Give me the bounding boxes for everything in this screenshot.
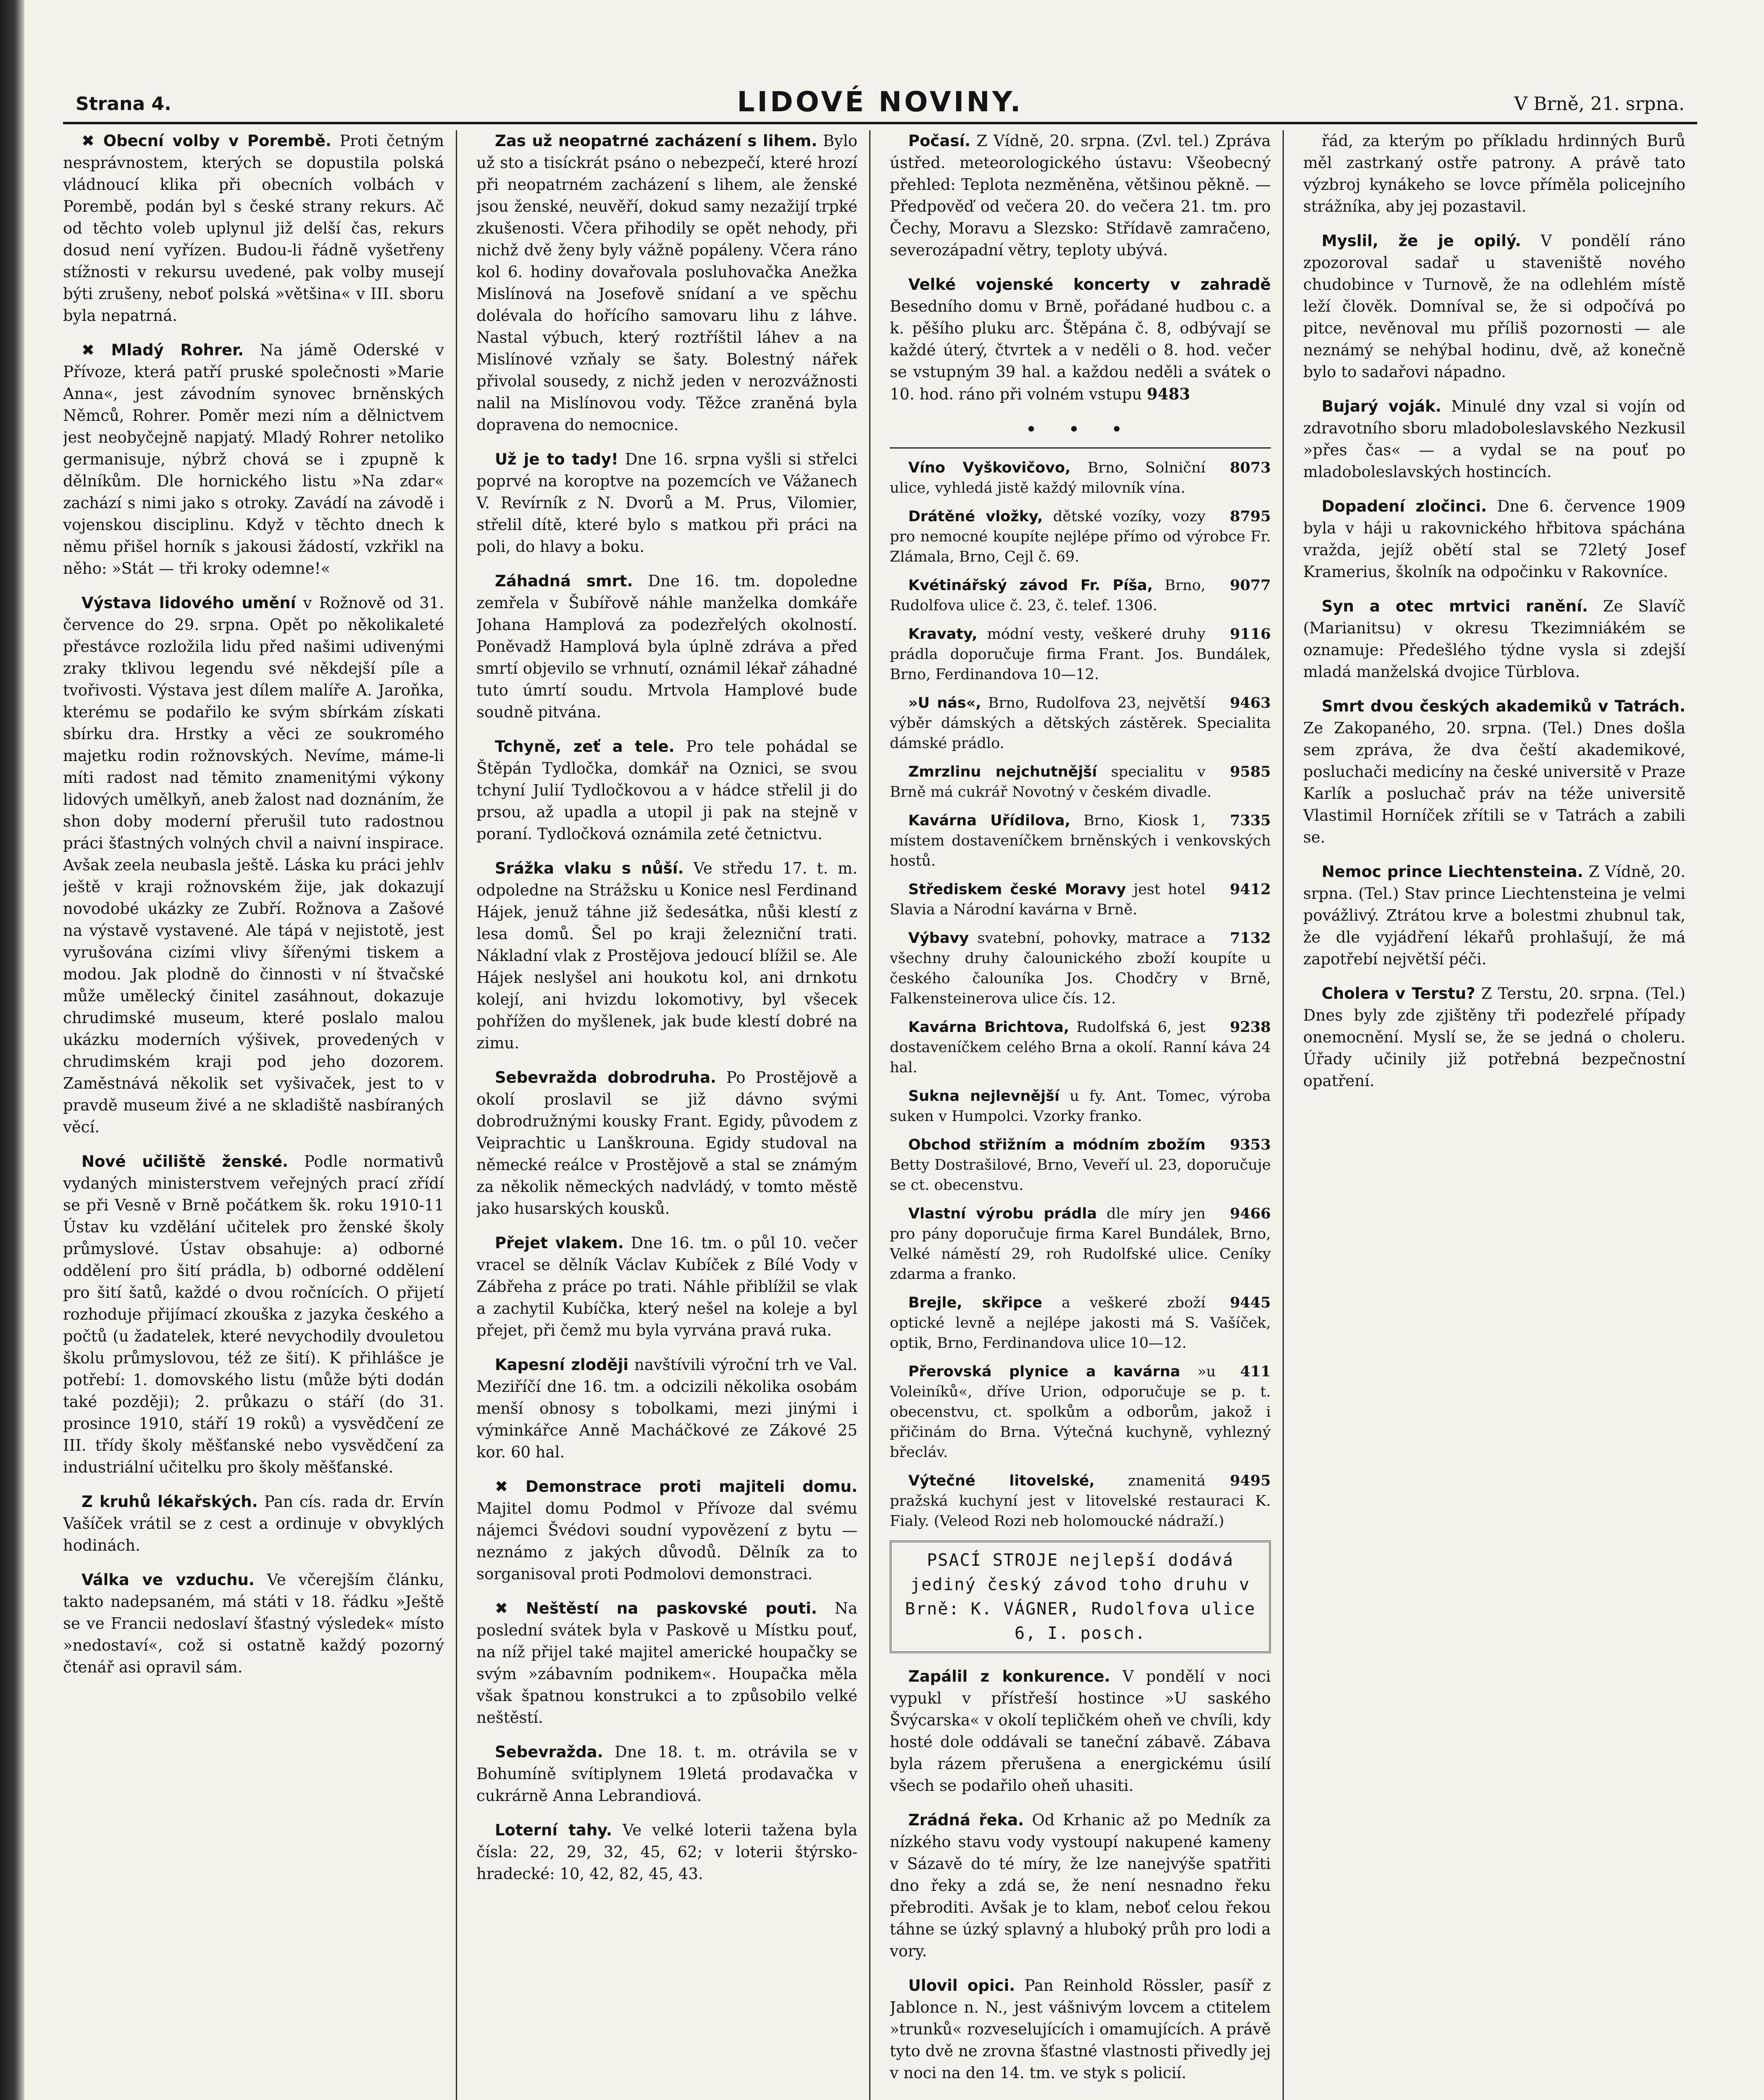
article-headline: Dopadení zločinci. (1322, 497, 1487, 515)
advert-headline: Přerovská plynice a kavárna (908, 1363, 1180, 1380)
article (890, 274, 1271, 405)
newspaper-masthead: LIDOVÉ NOVINY. (737, 86, 1023, 118)
advert (890, 1293, 1271, 1353)
article (476, 1598, 857, 1729)
advert-headline: Kavárna Uřídilova, (908, 812, 1070, 829)
advert-number: 8073 (1230, 459, 1271, 476)
advert-number: 9466 (1230, 1205, 1271, 1222)
advert (890, 575, 1271, 616)
article-headline: Loterní tahy. (495, 1821, 612, 1839)
article (1303, 983, 1685, 1092)
article-body: Minulé dny vzal si vojín od zdravotního sboru mladoboleslavského Nezkusil »přes čas« — a vydal se na pouť po mladoboleslavských hostincích. (1303, 397, 1686, 481)
article (476, 858, 857, 1054)
advert-number: 411 (1240, 1363, 1271, 1380)
article-headline: Z kruhů lékařských. (81, 1493, 258, 1511)
advert (890, 458, 1271, 498)
article (1303, 596, 1685, 683)
advert (890, 811, 1271, 871)
article-body: řád, za kterým po příkladu hrdinných Burů měl zastrkaný ostře patrony. A právě tato výzbroj kynákeho se lovce příměla policejního strážníka, aby jej pozastavil. (1303, 132, 1685, 215)
advert-number: 9077 (1230, 577, 1271, 594)
article-headline: Smrt dvou českých akademiků v Tatrách. (1322, 697, 1685, 715)
advert-headline: Brejle, skřipce (908, 1294, 1042, 1311)
advert-headline: Sukna nejlevnější (908, 1088, 1059, 1105)
section-rule (890, 447, 1271, 449)
advert-number: 9483 (1146, 385, 1190, 403)
advert-headline: Drátěné vložky, (908, 508, 1043, 525)
article-body: v Rožnově od 31. července do 29. srpna. Opět po několikaleté přestávce rozložila lidu před našimi udivenými zraky tklivou legendu své někdejší píle a tvořivosti. Výstava jest dílem malíře A. Jaroňka, kterému se podařilo ke svým sbírkám získati sbírku dra. Hrstky a věci ze soukromého majetku rodin rožnovských. Nevíme, máme-li míti radost nad těmito znamenitými výkony lidových umělkyň, aneb žalost nad doznáním, že shon doby moderní přerušil tuto radostnou práci šťastných volných chvil a naivní inspirace. Avšak zeela neubasla ještě. Láska ku práci jehlv ještě v kraji rožnovském žije, jak dokazují novodobé ukázky ze Zubří. Rožnova a Zašové na výstavě vystavené. Ale tápá v nejistotě, jest vyrušována cizími vlivy šířenými tiskem a modou. Jak plodně do činnosti v ní štvačské může umělecký činitel zasáhnout, dokazuje chrudimské museum, které poslalo malou ukázku moderních výšivek, provedených v chrudimském kraji pod jeho dozorem. Zaměstnává několik set vyšivaček, jest to v pravdě museum živé a ne skladiště nasbíraných věcí. (63, 594, 444, 1136)
article-headline: Už je to tady! (495, 450, 618, 468)
article-headline: Srážka vlaku s nůší. (495, 859, 684, 877)
advert-number: 9412 (1230, 881, 1271, 898)
article-body: Dne 6. července 1909 byla v háji u rakovnického hřbitova spáchána vražda, jejíž obětí stal se 72letý Josef Kramerius, školník na odpočinku v Rakovníce. (1303, 497, 1685, 581)
advert (890, 879, 1271, 920)
article-headline: ✖ Obecní volby v Porembě. (81, 132, 331, 150)
article (1303, 496, 1685, 583)
advert (890, 1086, 1271, 1126)
page-header (63, 84, 1697, 124)
article-body: Proti četným nesprávnostem, kterých se dopustila polská vládnoucí klika při obecních volbách v Porembě, podán byl s české strany rekurs. Ač od těchto voleb uplynul již delší čas, rekurs dosud není vyřízen. Budou-li řádně vyšetřeny stížnosti v rekursu uvedené, pak volby musejí býti zrušeny, neboť polská »většina« v III. sboru byla nepatrná. (63, 132, 444, 325)
article-body: Pro tele pohádal se Štěpán Tydločka, domkář na Oznici, se svou tchyní Julií Tydločkovou a v hádce střelil ji do prsou, až upadla a utopil ji pak na stejně v poraní. Tydločková oznámila zeté četnictvu. (476, 738, 858, 843)
article-body: Dne 16. tm. o půl 10. večer vracel se dělník Václav Kubíček z Bílé Vody v Zábřeha z práce po trati. Náhle přiblížil se vlak a zachytil Kubíčka, který nešel na koleje a byl přejet, při čemž mu byla vyrvána pravá ruka. (476, 1234, 857, 1339)
advert-number: 8795 (1230, 508, 1271, 525)
article-headline: Počasí. (908, 132, 971, 150)
advert-body: jest hotel Slavia a Národní kavárna v Brně. (890, 881, 1206, 918)
advert-headline: Výtečné litovelské, (908, 1473, 1095, 1489)
article-headline: Syn a otec mrtvici ranění. (1322, 597, 1588, 615)
article-headline: Velké vojenské koncerty v zahradě (908, 276, 1271, 294)
article (476, 736, 857, 845)
article-body: Z Vídně, 20. srpna. (Tel.) Stav prince Liechtensteina je velmi povážlivý. Ztrátou krve a bolestmi zhubnul tak, že dle vyjádření lékařů prohlašují, že má zapotřebí největší péči. (1303, 863, 1685, 968)
article-body: Ze Zakopaného, 20. srpna. (Tel.) Dnes došla sem zpráva, že dva čeští akademikové, posluchači medicíny na české universitě v Praze Karlík a posluchač práv na téže universitě Vlastimil Horníček zřítili se v Tatrách a zabili se. (1303, 719, 1685, 846)
article (1303, 861, 1685, 970)
article (890, 130, 1271, 261)
advert-number: 7335 (1230, 812, 1271, 829)
article (1303, 130, 1685, 218)
article (63, 1491, 444, 1557)
advert (890, 1204, 1271, 1284)
article-body: Majitel domu Podmol v Přívoze dal svému nájemci Švédovi soudní vypovězení z bytu — neznámo z jakých důvodů. Dělník za to sorganisoval proti Podmolovi demonstraci. (476, 1499, 857, 1583)
article-body: Na jámě Oderské v Přívoze, která patří pruské společnosti »Marie Anna«, jest závodním synovec brněnských Němců, Rohrer. Poměr mezi ním a dělnictvem jest neobyčejně napjatý. Mladý Rohrer netoliko germanisuje, nýbrž chová se i zpupně k dělníkům. Dle hornického listu »Na zdar« zachází s nimi jako s otroky. Zavádí na závodě i vojenskou disciplinu. Když v těchto dnech k němu přišel horník s jakousi žádostí, vzkřikl na něho: »Stát — tři kroky odemne!« (63, 341, 444, 578)
advert-body: Brno, Rudolfova ulice č. 23, č. telef. 1306. (890, 577, 1206, 614)
newspaper-page (63, 0, 1697, 2100)
advert-body: u fy. Ant. Tomec, výroba suken v Humpolci. Vzorky franko. (890, 1088, 1271, 1125)
advert-headline: Kvétinářský závod Fr. Píša, (908, 577, 1153, 594)
column-1 (63, 130, 457, 2100)
article-body: Ve velké loterii tažena byla čísla: 22, 29, 32, 45, 62; v loterii štýrsko-hradecké: 10, 42, 82, 45, 43. (476, 1821, 857, 1883)
article-body: navštívili výroční trh ve Val. Meziříčí dne 16. tm. a odcizili několika osobám menší obnosy s tobolkami, mezi jinými i výminkářce Anně Macháčkové ze Zákové 25 kor. 60 hal. (476, 1356, 858, 1461)
advert (890, 1362, 1271, 1462)
article-headline: Nemoc prince Liechtensteina. (1322, 863, 1583, 881)
advert-headline: Vlastní výrobu prádla (908, 1205, 1097, 1222)
article (476, 1741, 857, 1807)
advert-headline: Obchod střižním a módním zbožím (908, 1137, 1206, 1153)
advert-number: 9495 (1230, 1472, 1271, 1489)
page-binding-spine (0, 0, 24, 2100)
column-3 (890, 130, 1284, 2100)
article (63, 1151, 444, 1478)
article-body: Pan cís. rada dr. Ervín Vašíček vrátil se z cest a ordinuje v obvyklých hodinách. (63, 1493, 444, 1554)
advert (890, 762, 1271, 802)
article-headline: Kapesní zloději (495, 1356, 628, 1374)
article (890, 1809, 1271, 1962)
article-headline: Bujarý voják. (1322, 397, 1441, 415)
article-body: Od Krhanic až po Medník za nízkého stavu vody vystoupí nakupené kameny v Sázavě do té míry, že lze nanejvýše spatřiti dno řeky a zdá se, že není nesnadno řeku přebroditi. Avšak je to klam, neboť celou řekou táhne se úzký splavný a hluboký průh pro lodi a vory. (890, 1811, 1271, 1960)
article (63, 130, 444, 327)
article-headline: Cholera v Terstu? (1322, 984, 1475, 1003)
advert-headline: Víno Vyškovičovo, (908, 459, 1071, 476)
article (63, 592, 444, 1138)
article-headline: ✖ Neštěstí na paskovské pouti. (495, 1599, 817, 1617)
advert-number: 9445 (1230, 1294, 1271, 1311)
advert-headline: Střediskem české Moravy (908, 881, 1126, 898)
advert-body: dětské vozíky, vozy pro nemocné koupíte nejlépe přímo od výrobce Fr. Zlámala, Brno, Cejl č. 69. (890, 508, 1271, 565)
advert (890, 1135, 1271, 1195)
article-headline: Přejet vlakem. (495, 1234, 624, 1252)
advert-body: dle míry jen pro pány doporučuje firma Karel Bundálek, Brno, Velké náměstí 29, roh Rudolfské ulice. Ceníky zdarma a franko. (890, 1205, 1271, 1283)
article (476, 1476, 857, 1585)
advert-body: a veškeré zboží optické levně a nejlépe jakosti má S. Vašíček, optik, Brno, Ferdinandova ulice 10—12. (890, 1294, 1271, 1352)
article (63, 339, 444, 580)
advert-body: »u Voleiníků«, dříve Urion, odporučuje se p. t. obecenstvu, ct. spolkům a odborům, jakož i přičinám do Brna. Výtečná kuchyně, vyhlezný břecláv. (890, 1363, 1271, 1461)
article-headline: Tchyně, zeť a tele. (495, 738, 675, 756)
advert-headline: »U nás«, (908, 695, 981, 711)
advert-body: Brno, Solniční ulice, vyhledá jistě každý milovník vína. (890, 459, 1206, 496)
advert-headline: Výbavy (908, 930, 969, 947)
advert-body: svatební, pohovky, matrace a všechny druhy čalounického zboží koupíte u českého čalouníka Jos. Chodčry v Brně, Falkensteinerova ulice čís. 12. (890, 930, 1271, 1007)
advert (890, 1017, 1271, 1078)
advert-body: znamenitá pražská kuchyní jest v litovelské restauraci K. Fialy. (Veleod Rozi neb holomoucké nádraží.) (890, 1473, 1271, 1530)
article-body: Dne 16. tm. dopoledne zemřela v Šubířově náhle manželka domkáře Johana Hamplová za podezřelých okolností. Poněvadž Hamplová byla úplně zdráva a před smrtí objevilo se vrhnutí, oznámil lékař záhadné tuto úmrtí soudu. Mrtvola Hamplové bude soudně pitvána. (476, 572, 858, 721)
typewriter-advert-box: PSACÍ STROJE nejlepší dodává jediný český závod toho druhu v Brně: K. VÁGNER, Rudolfova ulice 6, I. posch. (890, 1541, 1271, 1653)
article-headline: Výstava lidového umění (81, 594, 296, 612)
article-body: Ve včerejším článku, takto nadepsaném, má státi v 18. řádku »Ještě se ve Francii nedoslaví šťastný výsledek« místo »nedostaví«, což si ostatně každý pozorný čtenář asi opravil sám. (63, 1571, 444, 1676)
article-headline: Zrádná řeka. (908, 1811, 1024, 1829)
advert (890, 928, 1271, 1009)
advert-body: módní vesty, veškeré druhy prádla doporučuje firma Frant. Jos. Bundálek, Brno, Ferdinandova 10—12. (890, 626, 1271, 683)
advert-number: 9463 (1230, 694, 1271, 711)
article-headline: ✖ Mladý Rohrer. (81, 341, 244, 359)
article (63, 1569, 444, 1678)
article-headline: Sebevražda dobrodruha. (495, 1068, 716, 1087)
issue-date: V Brně, 21. srpna. (1514, 93, 1685, 115)
advert (890, 1471, 1271, 1531)
article-headline: ✖ Demonstrace proti majiteli domu. (495, 1478, 857, 1496)
article-headline: Válka ve vzduchu. (81, 1571, 255, 1589)
advert-number: 7132 (1230, 929, 1271, 947)
article (1303, 230, 1685, 383)
advert-body: Brno, Kiosk 1, místem dostaveníčkem brněnských i venkovských hostů. (890, 812, 1271, 869)
article-body: Ve středu 17. t. m. odpoledne na Strážsku u Konice nesl Ferdinand Hájek, jenuž táhne již šedesátka, nůši klestí z lesa domů. Šel po kraji železniční trati. Nákladní vlak z Prostějova jedoucí blížil se. Ale Hájek neslyšel ani houkotu kol, ani drnkotu kolejí, ani hvizdu lokomotivy, byl všecek pohřížen do myšlenek, jak bude klestí dobré na zimu. (476, 859, 857, 1052)
advert-body: Rudolfská 6, jest dostaveníčkem celého Brna a okolí. Ranní káva 24 hal. (890, 1019, 1271, 1076)
article-body: Na poslední svátek byla v Paskově u Místku pouť, na níž přijel také majitel americké houpačky se svým »zábavním podnikem«. Houpačka měla však špatnou konstrukci a to způsobilo velké neštěstí. (476, 1599, 857, 1727)
article-body: V pondělí ráno zpozoroval sadař u staveniště nového chudobince v Turnově, že na odlehlém místě leží člověk. Domníval se, že si odpočívá po pitce, nevěnoval mu příliš pozornosti — ale neznámý se nehýbal hodinu, dvě, až konečně bylo to sadařovi nápadno. (1303, 232, 1685, 381)
article (476, 1067, 857, 1220)
article (476, 130, 857, 436)
advert (890, 507, 1271, 567)
advert-number: 9116 (1230, 625, 1271, 643)
advert-number: 9238 (1230, 1018, 1271, 1036)
article (1303, 696, 1685, 848)
article (890, 1666, 1271, 1797)
article (1303, 396, 1685, 483)
advert-number: 9353 (1230, 1136, 1271, 1153)
advert-headline: Kravaty, (908, 626, 978, 643)
page-number: Strana 4. (76, 93, 171, 115)
advert-number: 9585 (1230, 763, 1271, 780)
advert-headline: Kavárna Brichtova, (908, 1019, 1070, 1036)
text-columns (63, 130, 1697, 2100)
article-headline: Záhadná smrt. (495, 572, 633, 590)
advert (890, 624, 1271, 685)
article-headline: Nové učiliště ženské. (81, 1152, 289, 1171)
article-body: Bylo už sto a tisíckrát psáno o nebezpečí, které hrozí při neopatrném zacházení s lihem, ale ženské jsou ženské, neuvěří, dokud samy nezažijí trpké zkušenosti. Včera přihodily se opět nehody, při nichž dvě ženy byly vážně popáleny. Včera ráno kol 6. hodiny dovařovala posluhovačka Anežka Mislínová na Josefově snídaní a ve spěchu dolévala do hořícího samovaru lihu z láhve. Nastal výbuch, který roztříštil láhev a na Mislínové vzňaly se šaty. Bolestný nářek přivolal sousedy, z nichž jeden v nerozvážnosti nalil na Mislínovou vody. Těžce zraněná byla dopravena do nemocnice. (476, 132, 857, 434)
section-divider-dots: • • • (1025, 418, 1135, 441)
column-2 (476, 130, 870, 2100)
advert-body: Betty Dostrašilové, Brno, Veveří ul. 23, doporučuje se ct. obecenstvu. (890, 1157, 1271, 1194)
article-headline: Zapálil z konkurence. (908, 1667, 1110, 1685)
advert-body: Brno, Rudolfova 23, největší výběr dámských a dětských zástěrek. Specialita dámské prádlo. (890, 695, 1271, 752)
article-body: Pan Reinhold Rössler, pasíř z Jablonce n. N., jest vášnivým lovcem a ctitelem »trunků« rozveselujících i omamujících. A právě tyto dvě ne zrovna šťastné vlastnosti přivedly jej v noci na den 14. tm. ve styk s policií. (890, 1977, 1271, 2082)
article-headline: Zas už neopatrné zacházení s lihem. (495, 132, 818, 150)
article-headline: Myslil, že je opilý. (1322, 232, 1521, 250)
article-body: Z Vídně, 20. srpna. (Zvl. tel.) Zpráva ústřed. meteorologického ústavu: Všeobecný přehled: Teplota nezměněna, většinou pěkně. — Předpověď od večera 20. do večera 21. tm. pro Čechy, Moravu a Slezsko: Střídavě zamračeno, severozápadní větry, teploty ubývá. (890, 132, 1271, 259)
article (890, 1975, 1271, 2084)
article-headline: Sebevražda. (495, 1743, 603, 1761)
article-body: Dne 16. srpna vyšli si střelci poprvé na koroptve na pozemcích ve Vážanech V. Revírník z N. Dvorů a M. Prus, Vilomier, střelil dítě, které bylo s matkou při práci na poli, do hlavy a boku. (476, 450, 857, 556)
article-body: Besedního domu v Brně, pořádané hudbou c. a k. pěšího pluku arc. Štěpána č. 8, odbývají se každé úterý, čtvrtek a v neděli o 8. hod. večer se vstupným 39 hal. a každou neděli a svátek o 10. hod. ráno při volném vstupu (890, 297, 1271, 403)
article (476, 1232, 857, 1341)
article-body: Dne 18. t. m. otrávila se v Bohumíně svítiplynem 19letá prodavačka v cukrárně Anna Lebrandiová. (476, 1743, 857, 1805)
article-body: Po Prostějově a okolí proslavil se již dávno svými dobrodružnými kousky Frant. Egidy, původem z Veiprachtic u Lanškrouna. Egidy studoval na německé reálce v Prostějově a stal se známým za několik německých nadvládý, v tomto městě jako husarských kousků. (476, 1068, 857, 1218)
article-body: Ze Slavíč (Marianitsu) v okresu Tkezimniákém se oznamuje: Předešlého týdne vysla si zdejší mladá manželská dvojice Türblova. (1303, 597, 1685, 681)
column-4 (1303, 130, 1697, 2100)
advert (890, 693, 1271, 753)
article-body: Podle normativů vydaných ministerstvem veřejných prací zřídí se při Vesně v Brně počátkem šk. roku 1910-11 Ústav ku vzdělání učitelek pro ženské školy průmyslové. Ústav obsahuje: a) odborné oddělení pro šití prádla, b) odborné oddělení pro šití šatů, každé o dvou ročnících. O přijetí rozhoduje přijímací zkouška z jazyka českého a počtů (u žadatelek, které nevychodily dvouletou školu průmyslovou, též ze šití). K přihlášce je potřebí: 1. domovského listu (může býti dodán také později); 2. průkazu o stáří (do 31. prosince 1910, stáří 19 roků) a vysvědčení ze III. třídy školy měšťanské nebo vysvědčení za industriální učitelku pro školy měšťanské. (63, 1152, 444, 1476)
article (476, 449, 857, 558)
advert-body: specialitu v Brně má cukrář Novotný v českém divadle. (890, 764, 1212, 801)
article (476, 570, 857, 723)
article (476, 1354, 857, 1463)
article-body: V pondělí v noci vypukl v přístřeší hostince »U saského Švýcarska« v okolí tepličkém oheň ve chvíli, kdy hosté dole oddávali se taneční zábavě. Zábava byla rázem přerušena a energickému úsilí všech se podařilo oheň uhasiti. (890, 1667, 1271, 1795)
article-headline: Ulovil opici. (908, 1977, 1015, 1995)
article (476, 1819, 857, 1885)
advert-headline: Zmrzlinu nejchutnější (908, 764, 1097, 780)
article-body: Z Terstu, 20. srpna. (Tel.) Dnes byly zde zjištěny tři podezřelé případy onemocnění. Myslí se, že se jedná o choleru. Úřady učinily již potřebná bezpečnostní opatření. (1303, 984, 1685, 1090)
